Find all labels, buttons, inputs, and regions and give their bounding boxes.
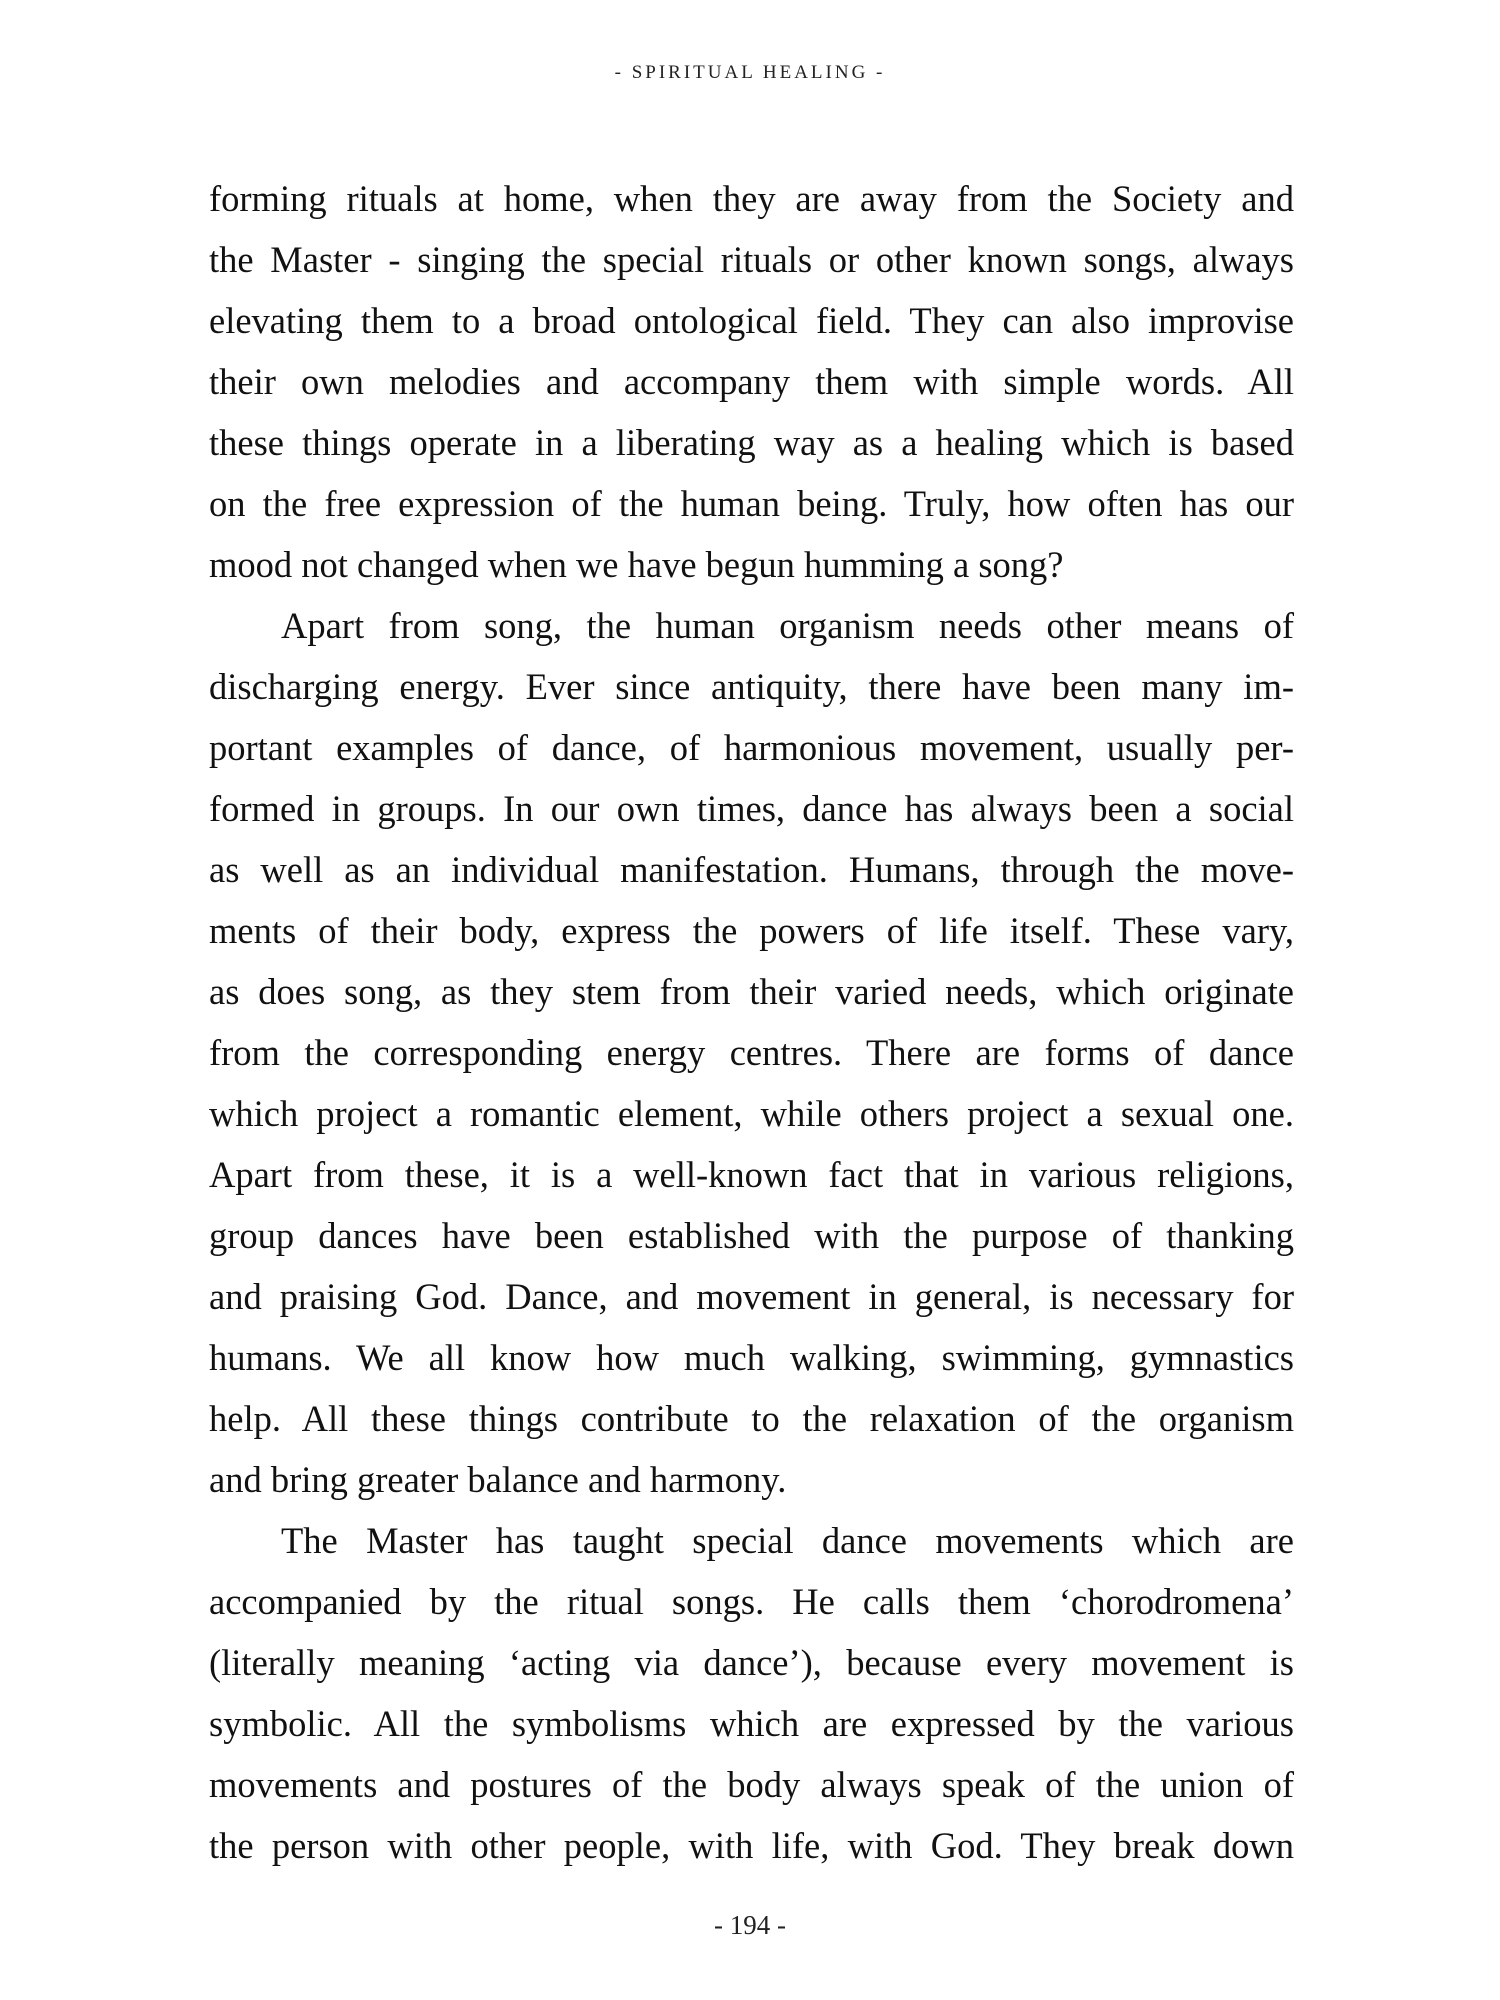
text-line: elevating them to a broad ontological field. They can also improvise	[209, 300, 1294, 341]
text-line: accompanied by the ritual songs. He calls them ‘chorodromena’	[209, 1581, 1294, 1622]
page-number: - 194 -	[714, 1910, 786, 1940]
text-line: as does song, as they stem from their varied needs, which originate	[209, 971, 1294, 1012]
text-line: and bring greater balance and harmony.	[209, 1459, 787, 1500]
text-line: and praising God. Dance, and movement in general, is necessary for	[209, 1276, 1294, 1317]
text-line: on the free expression of the human being. Truly, how often has our	[209, 483, 1294, 524]
body-text	[209, 168, 1294, 1876]
paragraph	[209, 168, 1294, 595]
text-line: portant examples of dance, of harmonious movement, usually per-	[209, 727, 1294, 768]
text-line: as well as an individual manifestation. Humans, through the move-	[209, 849, 1294, 890]
text-line: their own melodies and accompany them with simple words. All	[209, 361, 1294, 402]
text-line: symbolic. All the symbolisms which are expressed by the various	[209, 1703, 1294, 1744]
text-line: from the corresponding energy centres. There are forms of dance	[209, 1032, 1294, 1073]
running-header: - SPIRITUAL HEALING -	[614, 62, 886, 83]
text-line: formed in groups. In our own times, dance has always been a social	[209, 788, 1294, 829]
text-line: (literally meaning ‘acting via dance’), because every movement is	[209, 1642, 1294, 1683]
text-line: Apart from song, the human organism needs other means of	[281, 605, 1294, 646]
text-line: humans. We all know how much walking, swimming, gymnastics	[209, 1337, 1294, 1378]
text-line: group dances have been established with the purpose of thanking	[209, 1215, 1294, 1256]
text-line: mood not changed when we have begun humming a song?	[209, 544, 1064, 585]
text-line: discharging energy. Ever since antiquity, there have been many im-	[209, 666, 1294, 707]
text-line: forming rituals at home, when they are away from the Society and	[209, 178, 1294, 219]
text-line: Apart from these, it is a well-known fact that in various religions,	[209, 1154, 1294, 1195]
text-line: help. All these things contribute to the relaxation of the organism	[209, 1398, 1294, 1439]
paragraph	[209, 1510, 1294, 1876]
text-line: The Master has taught special dance movements which are	[281, 1520, 1294, 1561]
paragraph	[209, 595, 1294, 1510]
text-line: which project a romantic element, while others project a sexual one.	[209, 1093, 1294, 1134]
text-line: ments of their body, express the powers of life itself. These vary,	[209, 910, 1294, 951]
text-line: the Master - singing the special rituals or other known songs, always	[209, 239, 1294, 280]
text-line: movements and postures of the body always speak of the union of	[209, 1764, 1294, 1805]
text-line: the person with other people, with life, with God. They break down	[209, 1825, 1294, 1866]
text-line: these things operate in a liberating way as a healing which is based	[209, 422, 1294, 463]
